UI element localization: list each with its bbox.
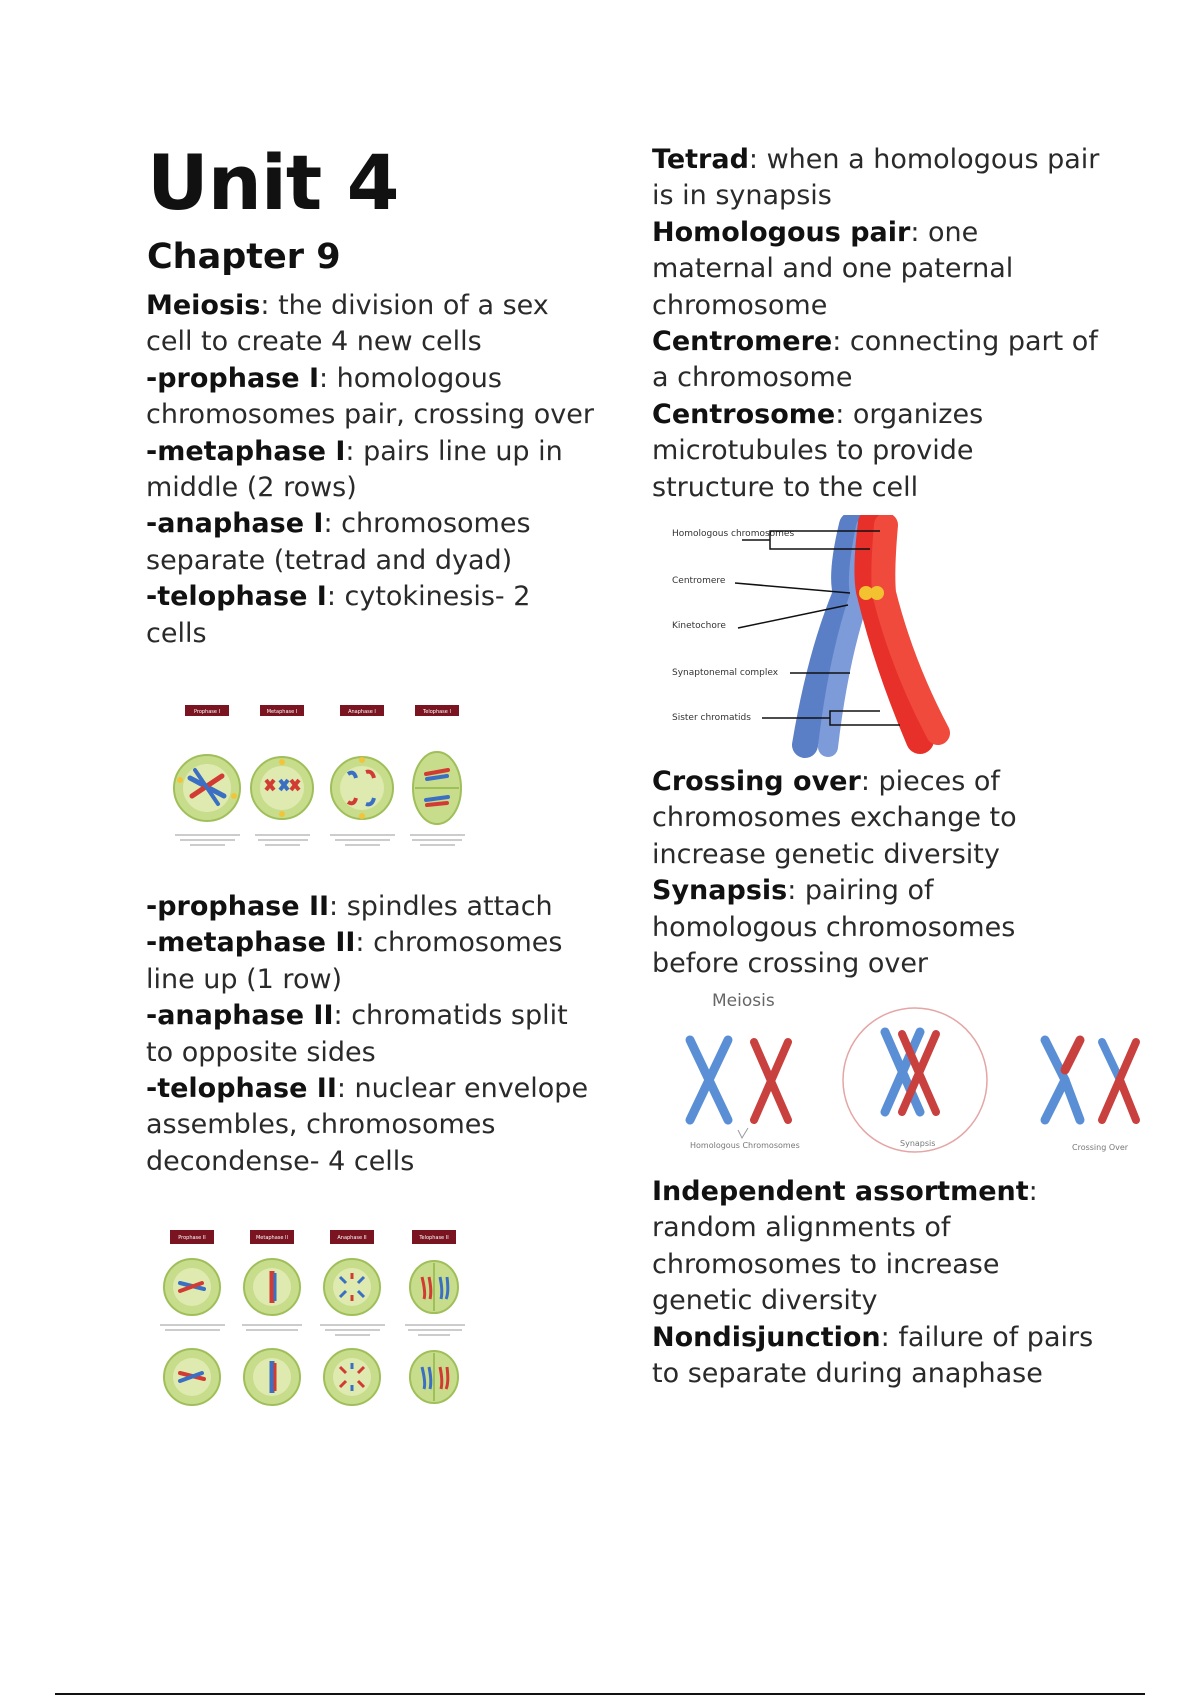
definition-term: -telophase I	[146, 581, 327, 613]
definition-text: : one maternal and one paternal chromosome	[652, 216, 1014, 321]
definition-entry	[652, 324, 1102, 397]
definition-term: Synapsis	[652, 875, 788, 907]
definition-term: Independent assortment	[652, 1176, 1029, 1207]
definition-text: : homologous chromosomes pair, crossing over	[146, 362, 594, 431]
definition-entry	[652, 1320, 1102, 1393]
diagram-labels	[672, 529, 794, 723]
synapsis-graphic	[885, 1032, 936, 1112]
definition-entry	[652, 397, 1102, 506]
definition-term: -metaphase II	[146, 927, 356, 959]
right-column	[652, 142, 1102, 506]
label-centromere: Centromere	[672, 576, 726, 586]
definition-entry	[652, 215, 1102, 324]
centromere-dot	[870, 586, 884, 600]
telophase-one-cell	[413, 752, 461, 824]
definition-term: -prophase I	[146, 362, 319, 394]
definition-text: : chromosomes separate (tetrad and dyad)	[146, 508, 531, 576]
definition-text: : chromosomes line up (1 row)	[146, 927, 563, 995]
definition-text: : random alignments of chromosomes to increase genetic diversity	[652, 1176, 1038, 1317]
anaphase-one-cell	[331, 757, 393, 819]
definition-term: -telophase II	[146, 1073, 337, 1105]
definition-text: : connecting part of a chromosome	[652, 326, 1098, 394]
label-sister-chromatids: Sister chromatids	[672, 713, 751, 723]
definition-entry	[146, 889, 596, 925]
left-column	[146, 288, 596, 652]
label-homologous-chromosomes: Homologous Chromosomes	[690, 1141, 800, 1150]
label-synaptonemal-complex: Synaptonemal complex	[672, 668, 779, 678]
definition-term: -anaphase I	[146, 508, 324, 540]
definition-entry	[146, 434, 596, 507]
label-homologous-chromosomes: Homologous chromosomes	[672, 529, 795, 539]
stage-label: Anaphase II	[337, 1235, 367, 1241]
definition-text: : pairs line up in middle (2 rows)	[146, 435, 563, 504]
definition-term: Tetrad	[652, 144, 749, 175]
stage-label: Prophase II	[178, 1235, 206, 1241]
definition-text: : cytokinesis- 2 cells	[146, 581, 531, 649]
prophase-one-cell	[174, 755, 240, 821]
definition-text: : when a homologous pair is in synapsis	[652, 144, 1100, 212]
right-column-continued	[652, 764, 1102, 982]
meiosis-two-figure	[150, 1225, 490, 1420]
definition-entry	[146, 506, 596, 579]
crossing-over-graphic	[1045, 1040, 1136, 1120]
meiosis-one-figure	[150, 700, 490, 865]
figure-labels	[690, 1139, 1129, 1152]
definition-entry	[652, 873, 1102, 982]
label-synapsis: Synapsis	[900, 1139, 936, 1148]
stage-label: Metaphase I	[266, 709, 298, 715]
definition-text: : nuclear envelope assembles, chromosomes decondense- 4 cells	[146, 1073, 589, 1177]
definition-entry	[146, 1071, 596, 1180]
left-column-continued	[146, 889, 596, 1180]
homologous-chromosomes-graphic	[690, 1040, 788, 1120]
definition-text: : organizes microtubules to provide structure to the cell	[652, 398, 984, 503]
definition-term: Centromere	[652, 326, 833, 358]
definition-term: Meiosis	[146, 290, 261, 321]
definition-term: Centrosome	[652, 398, 836, 430]
definition-term: Crossing over	[652, 766, 861, 797]
definition-entry	[146, 288, 596, 361]
definition-term: -metaphase I	[146, 435, 346, 467]
definition-term: Nondisjunction	[652, 1321, 881, 1353]
definition-entry	[146, 998, 596, 1071]
stage-label: Telophase I	[423, 709, 451, 715]
stage-label: Anaphase I	[348, 709, 376, 715]
definition-text: : pairing of homologous chromosomes before crossing over	[652, 875, 1016, 980]
caption-scribbles	[175, 835, 465, 845]
definition-entry	[652, 764, 1102, 873]
definition-text: : the division of a sex cell to create 4 new cells	[146, 290, 549, 358]
definition-term: Homologous pair	[652, 216, 911, 248]
bottom-divider	[55, 1693, 1145, 1695]
definition-entry	[652, 1174, 1102, 1320]
figure-heading: Meiosis	[712, 991, 775, 1011]
definition-text: : spindles attach	[329, 891, 553, 922]
definition-text: : failure of pairs to separate during anaphase	[652, 1321, 1094, 1390]
right-column-final	[652, 1174, 1102, 1392]
definition-entry	[652, 142, 1102, 215]
definition-term: -prophase II	[146, 891, 330, 922]
meiosis-two-row-two	[164, 1349, 458, 1405]
stage-label-bars	[185, 705, 459, 716]
stage-label: Telophase II	[419, 1235, 449, 1241]
definition-text: : pieces of chromosomes exchange to increase genetic diversity	[652, 766, 1017, 870]
label-kinetochore: Kinetochore	[672, 621, 726, 631]
meiosis-two-row-one	[164, 1259, 458, 1315]
chromosome-diagram	[670, 515, 1000, 760]
stage-label: Metaphase II	[255, 1235, 289, 1241]
page-title: Unit 4	[147, 138, 399, 227]
chapter-heading: Chapter 9	[147, 237, 341, 277]
stage-label-bars	[170, 1230, 456, 1244]
definition-entry	[146, 925, 596, 998]
definition-text: : chromatids split to opposite sides	[146, 1000, 568, 1068]
definition-entry	[146, 579, 596, 652]
label-crossing-over: Crossing Over	[1072, 1143, 1129, 1152]
definition-term: -anaphase II	[146, 1000, 334, 1032]
red-homolog	[868, 523, 938, 740]
stage-label: Prophase I	[193, 709, 221, 715]
definition-entry	[146, 361, 596, 434]
crossing-over-diagram	[680, 990, 1160, 1165]
caption-scribbles	[160, 1325, 465, 1335]
metaphase-one-cell	[251, 757, 313, 819]
